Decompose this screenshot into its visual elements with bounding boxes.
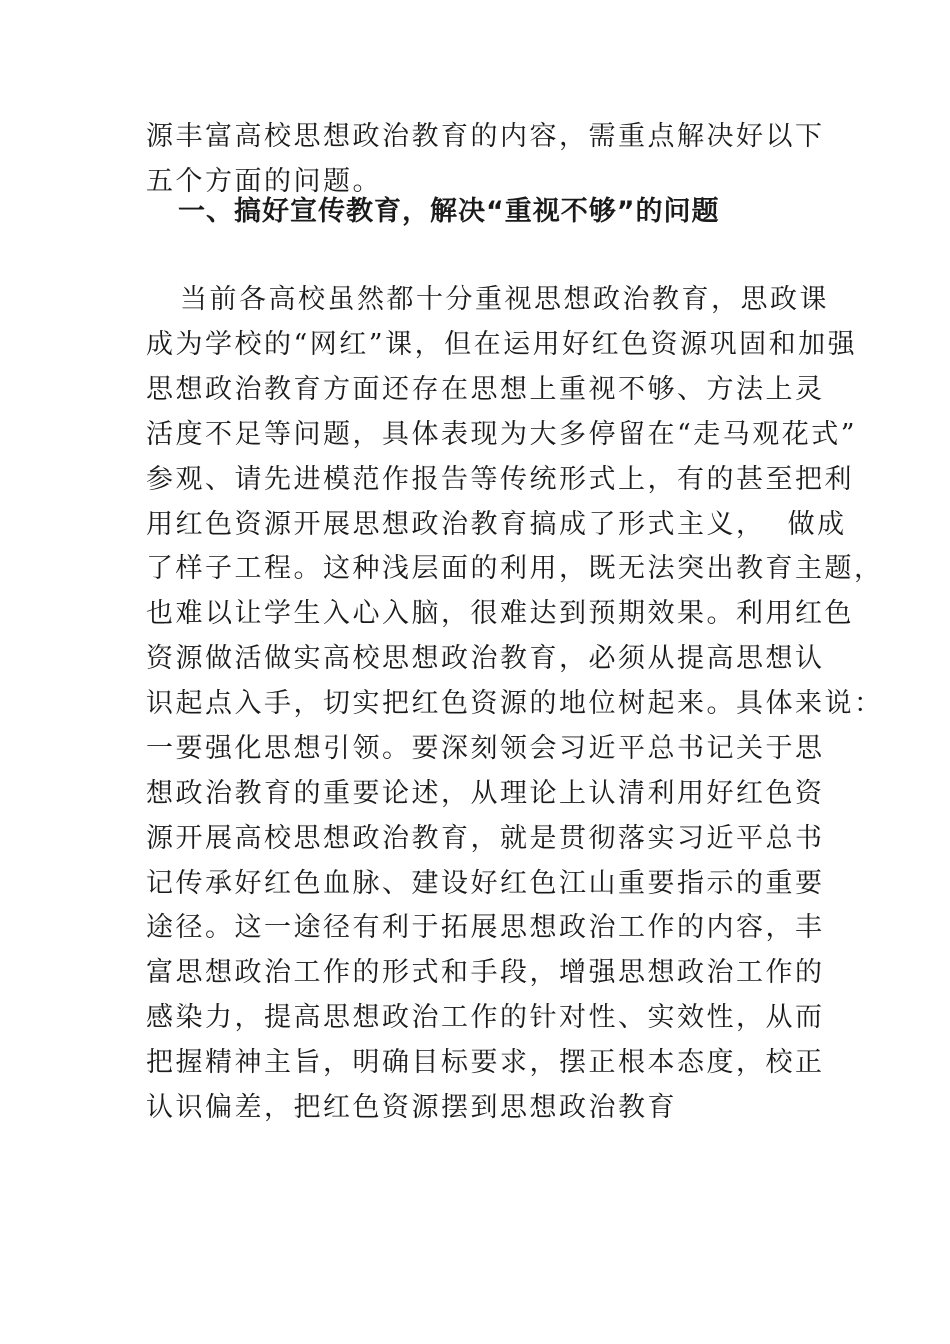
body-line-16: 富思想政治工作的形式和手段，增强思想政治工作的 — [146, 957, 825, 988]
body-line-8: 也难以让学生入心入脑，很难达到预期效果。利用红色 — [146, 598, 854, 629]
intro-line-1: 源丰富高校思想政治教育的内容，需重点解决好以下 — [146, 121, 825, 152]
section-heading: 一、搞好宣传教育，解决“重视不够”的问题 — [178, 196, 720, 227]
body-line-17: 感染力，提高思想政治工作的针对性、实效性，从而 — [146, 1002, 825, 1033]
body-line-14: 记传承好红色血脉、建设好红色江山重要指示的重要 — [146, 868, 825, 899]
body-line-18: 把握精神主旨，明确目标要求，摆正根本态度，校正 — [146, 1047, 825, 1078]
body-line-5: 参观、请先进模范作报告等传统形式上，有的甚至把利 — [146, 464, 854, 495]
body-line-12: 想政治教育的重要论述，从理论上认清利用好红色资 — [146, 778, 825, 809]
body-line-19: 认识偏差，把红色资源摆到思想政治教育 — [146, 1092, 677, 1123]
body-line-11: 一要强化思想引领。要深刻领会习近平总书记关于思 — [146, 733, 825, 764]
body-line-6: 用红色资源开展思想政治教育搞成了形式主义， 做成 — [146, 509, 847, 540]
body-line-1: 当前各高校虽然都十分重视思想政治教育，思政课 — [180, 284, 829, 315]
body-line-15: 途径。这一途径有利于拓展思想政治工作的内容，丰 — [146, 912, 825, 943]
intro-line-2: 五个方面的问题。 — [146, 166, 382, 197]
body-line-7: 了样子工程。这种浅层面的利用，既无法突出教育主题， — [146, 553, 884, 584]
body-line-4: 活度不足等问题，具体表现为大多停留在“走马观花式” — [146, 419, 858, 450]
body-line-13: 源开展高校思想政治教育，就是贯彻落实习近平总书 — [146, 823, 825, 854]
body-line-10: 识起点入手，切实把红色资源的地位树起来。具体来说： — [146, 688, 884, 719]
body-line-2: 成为学校的“网红”课，但在运用好红色资源巩固和加强 — [146, 329, 858, 360]
body-line-3: 思想政治教育方面还存在思想上重视不够、方法上灵 — [146, 374, 825, 405]
body-line-9: 资源做活做实高校思想政治教育，必须从提高思想认 — [146, 643, 825, 674]
